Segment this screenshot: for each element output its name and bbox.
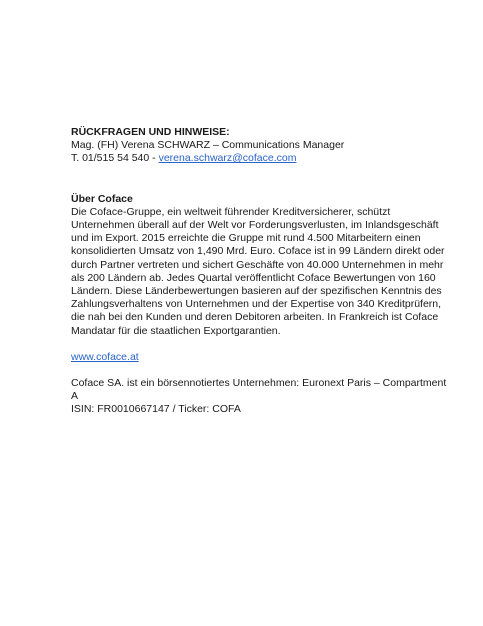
listing-line: A: [71, 390, 79, 403]
about-line: Zahlungsverhaltens von Unternehmen und der Expertise von 340 Kreditprüfern,: [71, 298, 442, 311]
about-line: Unternehmen überall auf der Welt vor Forderungsverlusten, im Inlandsgeschäft: [71, 219, 439, 232]
listing-line: Coface SA. ist ein börsennotiertes Unternehmen: Euronext Paris – Compartment: [71, 377, 447, 390]
contact-section: [71, 126, 431, 166]
about-line: Ländern. Diese Länderbewertungen basieren auf der spezifischen Kenntnis des: [71, 285, 442, 298]
contact-phone: T. 01/515 54 540 -: [71, 152, 159, 165]
contact-heading: RÜCKFRAGEN UND HINWEISE:: [71, 126, 230, 138]
spacer: [71, 338, 431, 351]
spacer: [71, 166, 431, 193]
document-body: [71, 126, 447, 417]
about-line: durch Partner vertreten und sichert Geschäfte von 40.000 Unternehmen in mehr: [71, 258, 444, 271]
listing-section: [71, 377, 447, 417]
about-paragraph: [71, 205, 445, 338]
listing-line: ISIN: FR0010667147 / Ticker: COFA: [71, 403, 241, 416]
about-line: die nah bei den Kunden und deren Debitoren arbeiten. In Frankreich ist Coface: [71, 311, 439, 324]
about-heading: Über Coface: [71, 192, 133, 205]
contact-email-link[interactable]: verena.schwarz@coface.com: [158, 152, 297, 165]
website-link[interactable]: www.coface.at: [71, 350, 139, 363]
spacer: [71, 364, 431, 377]
about-line: als 200 Ländern ab. Jedes Quartal veröffentlicht Coface Bewertungen von 160: [71, 271, 436, 284]
about-section: [71, 192, 445, 338]
contact-name-line: Mag. (FH) Verena SCHWARZ – Communications Manager: [71, 139, 345, 152]
contact-phone-line: [71, 152, 431, 165]
about-line: Mandatar für die staatlichen Exportgarantien.: [71, 324, 281, 337]
about-line: und im Export. 2015 erreichte die Gruppe mit rund 4.500 Mitarbeitern einen: [71, 232, 421, 245]
about-line: Die Coface-Gruppe, ein weltweit führender Kreditversicherer, schützt: [71, 205, 391, 218]
about-line: konsolidierten Umsatz von 1,490 Mrd. Euro. Coface ist in 99 Ländern direkt oder: [71, 245, 445, 258]
